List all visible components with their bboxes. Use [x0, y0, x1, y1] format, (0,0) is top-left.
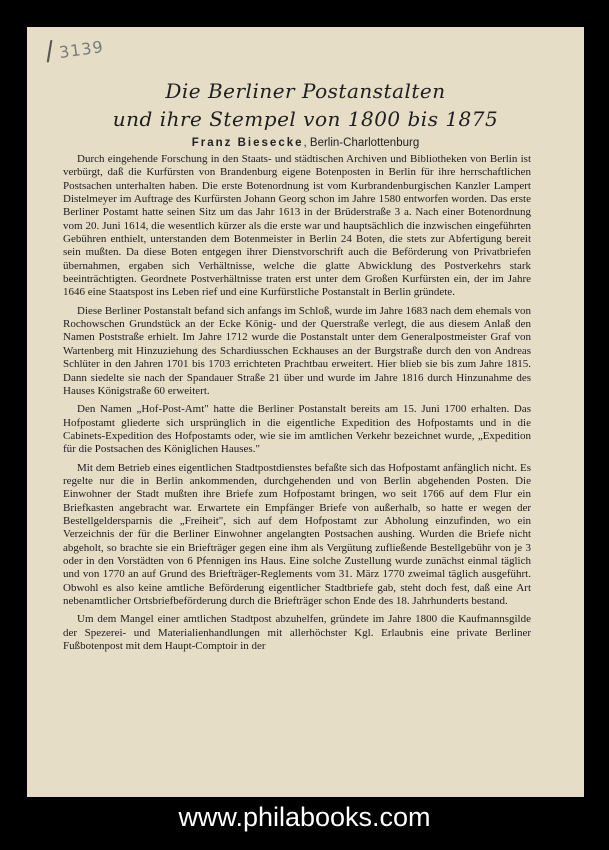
title-line-2: und ihre Stempel von 1800 bis 1875 [112, 107, 499, 131]
pencil-number: 3139 [57, 36, 105, 63]
watermark-url: www.philabooks.com [178, 802, 431, 832]
document-page [27, 27, 584, 797]
paragraph: Diese Berliner Postanstalt befand sich anfangs im Schloß, wurde im Jahre 1683 nach dem ehemals von Rochowschen Grundstück an der Ecke König- und der Querstraße verlegt, die aus diesem Anlaß den Namen Poststraße erhielt. Im Jahre 1712 wurde die Postanstalt unter dem Generalpostmeister Graf von Wartenberg mit Hinzuziehung des Schardiusschen Eckhauses an der Burgstraße durch den von Andreas Schlüter in den Jahren 1701 bis 1703 errichteten Prachtbau erweitert. Hier blieb sie bis zum Jahre 1815. Dann siedelte sie nach der Spandauer Straße 21 über und wurde im Jahre 1816 durch Hinzunahme des Hauses Königstraße 60 erweitert. [63, 304, 531, 397]
author-name: Franz Biesecke [191, 137, 304, 149]
author-location: , Berlin-Charlottenburg [303, 137, 420, 149]
article-body [63, 153, 531, 658]
pencil-annotation [43, 29, 105, 67]
author-line [27, 137, 584, 149]
paragraph: Durch eingehende Forschung in den Staats- und städtischen Archiven und Bibliotheken von Berlin ist verbürgt, daß die Kurfürsten von Brandenburg eigene Botenposten in Berlin für ihre herrschaftlichen Postsachen unterhalten haben. Die erste Botenordnung ist vom Kurbrandenburgischen Kanzler Lampert Distelmeyer im Auftrage des Kurfürsten Johann Georg schon im Jahre 1580 entworfen worden. Das erste Berliner Postamt hatte seinen Sitz um das Jahr 1613 in der Brüderstraße 3 a. Nach einer Botenordnung vom 20. Juni 1614, die wesentlich kürzer als die erste war und hauptsächlich die inzwischen eingeführten Gebühren enthielt, unterstanden dem Botenmeister in Berlin 24 Boten, die stets zur Abfertigung bereit sein mußten. Da diese Boten entgegen ihrer Dienstvorschrift auch die Beförderung von Privatbriefen übernahmen, ergaben sich Verhältnisse, welche die glatte Abwicklung des Postverkehrs stark beeinträchtigten. Geordnete Postverhältnisse traten erst unter dem Großen Kurfürsten ein, der im Jahre 1646 eine Staatspost ins Leben rief und eine Kurfürstliche Postanstalt in Berlin gründete. [63, 153, 531, 299]
paragraph: Um dem Mangel einer amtlichen Stadtpost abzuhelfen, gründete im Jahre 1800 die Kaufmannsgilde der Spezerei- und Materialienhandlungen mit allerhöchster Kgl. Erlaubnis eine private Berliner Fußbotenpost mit dem Haupt-Comptoir in der [63, 613, 531, 653]
paragraph: Den Namen „Hof-Post-Amt" hatte die Berliner Postanstalt bereits am 15. Juni 1700 erhalten. Das Hofpostamt gliederte sich ursprünglich in die eigentliche Expedition des Hofpostamts und in die Cabinets-Expedition des Hofpostamts oder, wie sie im amtlichen Verkehr bezeichnet wurde, „Expedition für die Postsachen des Königlichen Hauses." [63, 403, 531, 456]
paragraph: Mit dem Betrieb eines eigentlichen Stadtpostdienstes befaßte sich das Hofpostamt anfänglich nicht. Es regelte nur die in Berlin ankommenden, durchgehenden und von Berlin abgehenden Posten. Die Einwohner der Stadt mußten ihre Briefe zum Hofpostamt bringen, wo seit 1766 auf dem Flur ein Briefkasten angebracht war. Erwartete ein Empfänger Briefe von außerhalb, so hatte er wegen der Bestellgeldersparnis die „Freiheit", sich auf dem Hofpostamt zur Abholung einzufinden, wo ein Verzeichnis der für die Berliner Einwohner angelangten Postsachen aushing. Wurden die Briefe nicht abgeholt, so brachte sie ein Briefträger gegen eine ihm als Vergütung zufließende Bestellgebühr von je 3 oder in den Vorstädten von 6 Pfennigen ins Haus. Eine solche Zustellung wurde zunächst einmal täglich und von 1770 an auf Grund des Briefträger-Reglements vom 31. März 1770 zweimal täglich ausgeführt. Obwohl es also keine amtliche Beförderung eigentlicher Stadtbriefe gab, steht doch fest, daß eine Art nebenamtlicher Ortsbriefbeförderung durch die Briefträger schon Ende des 18. Jahrhunderts bestand. [63, 461, 531, 607]
pencil-slash: / [43, 35, 58, 67]
title-line-1: Die Berliner Postanstalten [165, 79, 446, 103]
